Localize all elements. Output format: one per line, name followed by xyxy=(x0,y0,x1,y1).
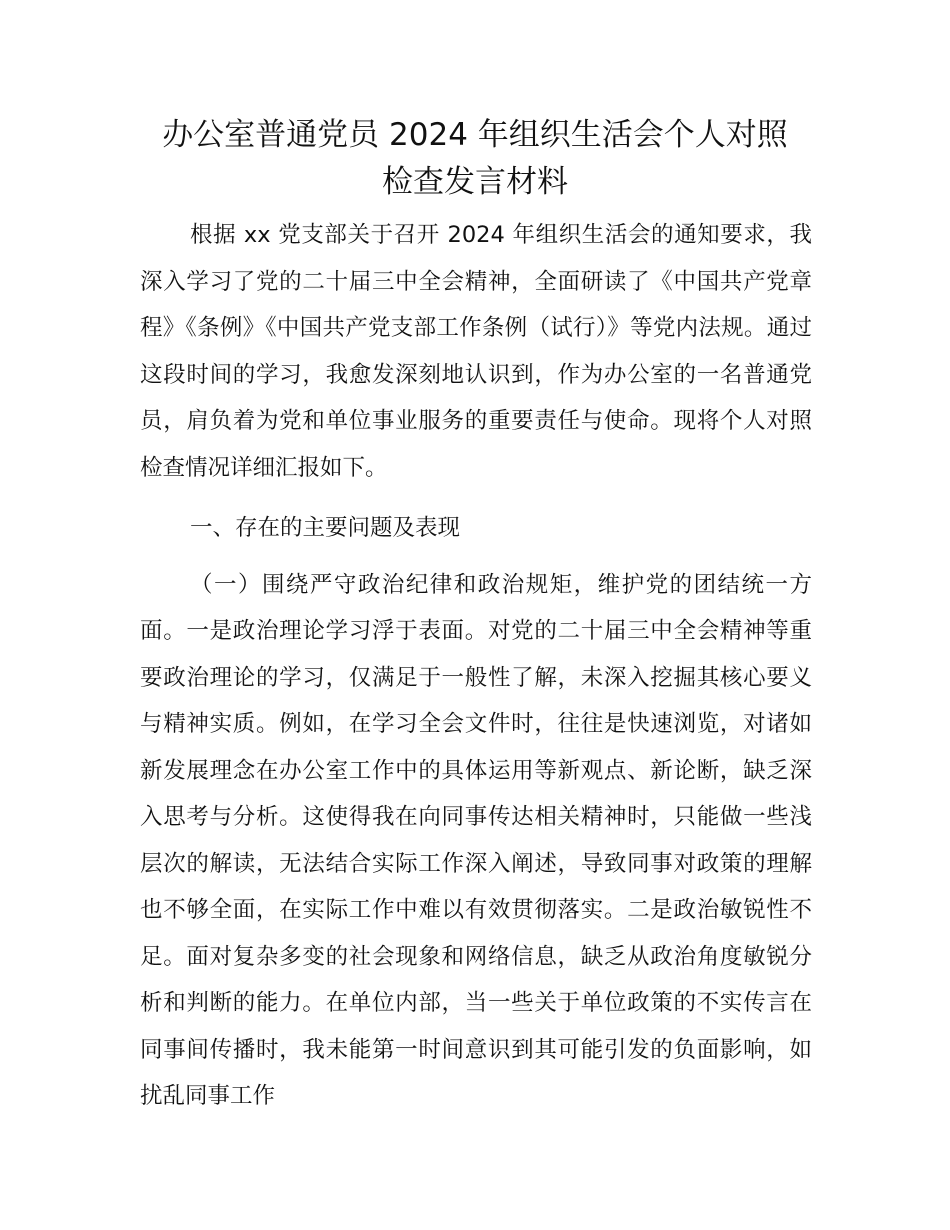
document-title-line-2: 检查发言材料 xyxy=(382,164,568,200)
section-heading-1: 一、存在的主要问题及表现 xyxy=(190,515,461,541)
document-title-line-1: 办公室普通党员 2024 年组织生活会个人对照 xyxy=(162,117,788,153)
intro-paragraph: 根据 xx 党支部关于召开 2024 年组织生活会的通知要求，我深入学习了党的二十届三中全会精神，全面研读了《中国共产党章程》《条例》《中国共产党支部工作条例（试行）》等党内法规。通过这段时间的学习，我愈发深刻地认识到，作为办公室的一名普通党员，肩负着为党和单位事业服务的重要责任与使命。现将个人对照检查情况详细汇报如下。 xyxy=(140,222,812,481)
section-1-paragraph-1: （一）围绕严守政治纪律和政治规矩，维护党的团结统一方面。一是政治理论学习浮于表面。对党的二十届三中全会精神等重要政治理论的学习，仅满足于一般性了解，未深入挖掘其核心要义与精神实质。例如，在学习全会文件时，往往是快速浏览，对诸如新发展理念在办公室工作中的具体运用等新观点、新论断，缺乏深入思考与分析。这使得我在向同事传达相关精神时，只能做一些浅层次的解读，无法结合实际工作深入阐述，导致同事对政策的理解也不够全面，在实际工作中难以有效贯彻落实。二是政治敏锐性不足。面对复杂多变的社会现象和网络信息，缺乏从政治角度敏锐分析和判断的能力。在单位内部，当一些关于单位政策的不实传言在同事间传播时，我未能第一时间意识到其可能引发的负面影响，如扰乱同事工作 xyxy=(140,571,812,1109)
document-body xyxy=(140,212,812,1120)
